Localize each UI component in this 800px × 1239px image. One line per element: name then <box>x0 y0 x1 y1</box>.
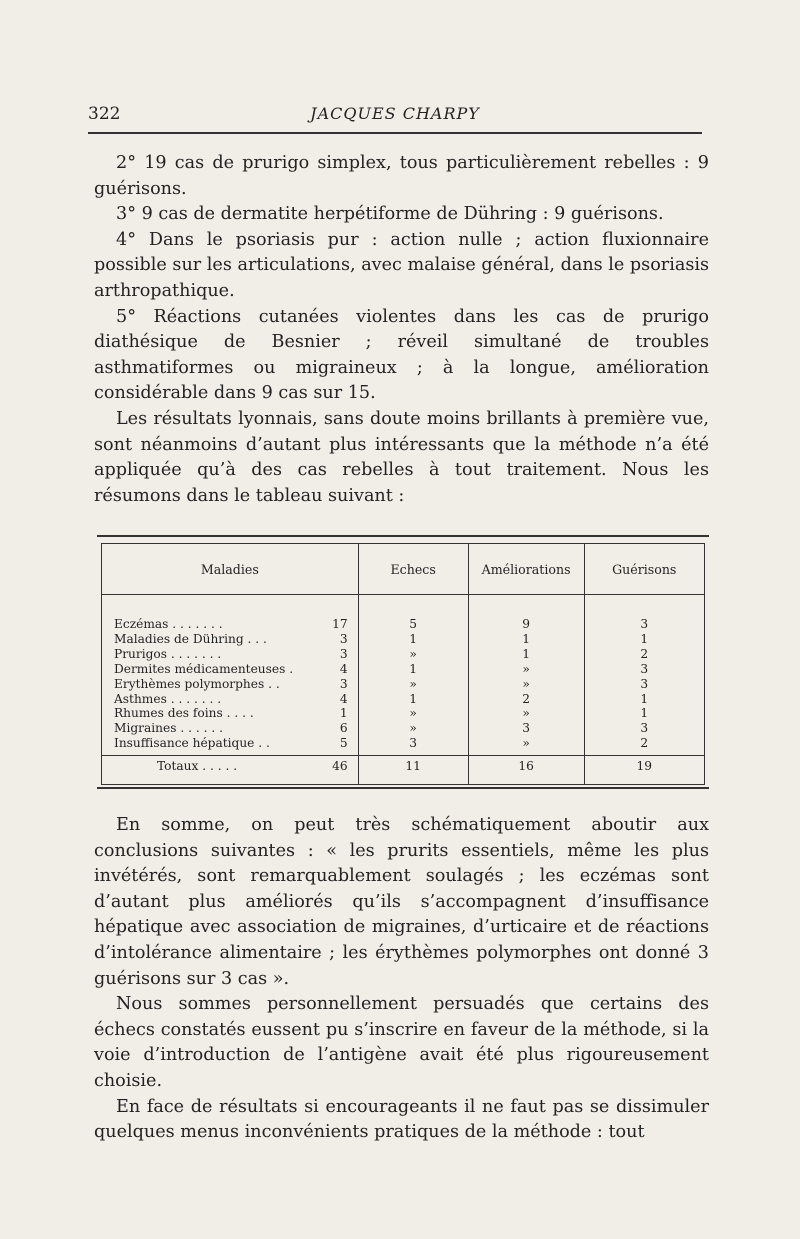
row-label: Rhumes des foins . . . . 1 <box>114 706 348 721</box>
upper-text <box>94 151 709 509</box>
totals-row <box>102 756 705 785</box>
paragraph: Les résultats lyonnais, sans doute moins brillants à première vue, sont néanmoins d’autant plus intéressants que la méthode n’a été appliquée qu’à des cas rebelles à tout traitement. Nous les résumons dans le tableau suivant : <box>94 408 709 506</box>
total-echecs: 11 <box>358 756 468 785</box>
running-title: JACQUES CHARPY <box>310 104 480 123</box>
cell-guerisons: 1 <box>584 706 704 721</box>
row-label: Erythèmes polymorphes . . 3 <box>114 676 348 691</box>
cell-echecs: » <box>358 721 468 736</box>
cell-echecs: 3 <box>358 736 468 755</box>
row-label: Asthmes . . . . . . . 4 <box>114 691 348 706</box>
table-row <box>102 692 705 707</box>
column-header-maladies: Maladies <box>102 544 359 595</box>
cell-echecs: » <box>358 677 468 692</box>
cell-guerisons: 3 <box>584 721 704 736</box>
table-row <box>102 736 705 755</box>
cell-ameliorations: 9 <box>468 617 584 632</box>
paragraph: Nous sommes personnellement persuadés que certains des échecs constatés eussent pu s’inscrire en faveur de la méthode, si la voie d’introduction de l’antigène avait été plus rigoureusement choisie. <box>94 994 709 1091</box>
column-header-ameliorations: Améliorations <box>468 544 584 595</box>
table-row <box>102 677 705 692</box>
results-table-frame <box>97 535 709 789</box>
column-header-echecs: Echecs <box>358 544 468 595</box>
cell-echecs: » <box>358 647 468 662</box>
table-row <box>102 647 705 662</box>
table-row <box>102 721 705 736</box>
table-row <box>102 617 705 632</box>
paragraph: 5° Réactions cutanées violentes dans les cas de prurigo diathésique de Besnier ; réveil simultané de troubles asthmatiformes ou migraineux ; à la longue, amélioration considérable dans 9 cas sur 15. <box>94 306 709 404</box>
cell-ameliorations: 2 <box>468 692 584 707</box>
table-row <box>102 632 705 647</box>
total-ameliorations: 16 <box>468 756 584 785</box>
row-label: Eczémas . . . . . . . 17 <box>114 617 348 631</box>
paragraph: En somme, on peut très schématiquement aboutir aux conclusions suivantes : « les prurits essentiels, même les plus invétérés, sont remarquablement soulagés ; les eczémas sont d’autant plus améliorés qu’ils s’accompagnent d’insuffisance hépatique avec association de migraines, d’urticaire et de réactions d’intolérance alimentaire ; les érythèmes polymorphes ont donné 3 guérisons sur 3 cas ». <box>94 815 709 989</box>
cell-guerisons: 2 <box>584 736 704 755</box>
cell-ameliorations: 1 <box>468 632 584 647</box>
cell-guerisons: 2 <box>584 647 704 662</box>
cell-echecs: 5 <box>358 617 468 632</box>
cell-ameliorations: » <box>468 736 584 755</box>
paragraph: 2° 19 cas de prurigo simplex, tous particulièrement rebelles : 9 guérisons. <box>94 153 709 199</box>
cell-ameliorations: » <box>468 662 584 677</box>
cell-echecs: 1 <box>358 692 468 707</box>
row-label: Migraines . . . . . . 6 <box>114 721 348 736</box>
paragraph: 4° Dans le psoriasis pur : action nulle ; action fluxionnaire possible sur les articulations, avec malaise général, dans le psoriasis arthropathique. <box>94 229 709 301</box>
lower-text <box>94 813 709 1146</box>
totals-label: Totaux . . . . . 46 <box>102 756 359 785</box>
cell-guerisons: 3 <box>584 662 704 677</box>
cell-guerisons: 3 <box>584 677 704 692</box>
cell-echecs: 1 <box>358 632 468 647</box>
cell-guerisons: 1 <box>584 692 704 707</box>
table-row <box>102 662 705 677</box>
column-header-guerisons: Guérisons <box>584 544 704 595</box>
page-number: 322 <box>88 104 121 124</box>
row-label: Prurigos . . . . . . . 3 <box>114 646 348 661</box>
row-label: Maladies de Dühring . . . 3 <box>114 631 348 646</box>
cell-ameliorations: » <box>468 706 584 721</box>
cell-ameliorations: » <box>468 677 584 692</box>
cell-ameliorations: 1 <box>468 647 584 662</box>
cell-ameliorations: 3 <box>468 721 584 736</box>
paragraph: En face de résultats si encourageants il ne faut pas se dissimuler quelques menus inconvénients pratiques de la méthode : tout <box>94 1096 709 1143</box>
results-table <box>101 543 705 785</box>
cell-guerisons: 1 <box>584 632 704 647</box>
cell-guerisons: 3 <box>584 617 704 632</box>
table-row <box>102 706 705 721</box>
cell-echecs: » <box>358 706 468 721</box>
paragraph: 3° 9 cas de dermatite herpétiforme de Dühring : 9 guérisons. <box>116 204 664 225</box>
row-label: Dermites médicamenteuses . 4 <box>114 661 348 676</box>
cell-echecs: 1 <box>358 662 468 677</box>
page-header <box>88 98 702 134</box>
row-label: Insuffisance hépatique . . 5 <box>114 736 348 751</box>
total-guerisons: 19 <box>584 756 704 785</box>
